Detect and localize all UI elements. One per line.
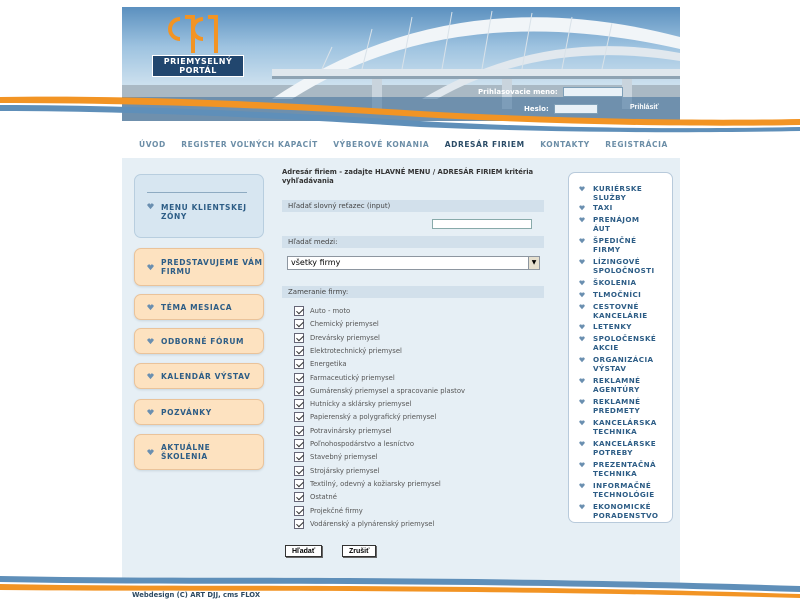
- right-item[interactable]: [579, 279, 657, 288]
- heart-bullet-icon: [579, 238, 585, 244]
- left-item-label: PREDSTAVUJEME VÁM FIRMU: [161, 258, 263, 276]
- category-checkbox[interactable]: [294, 452, 304, 462]
- right-item-label: KURIÉRSKE SLUŽBY: [593, 184, 643, 202]
- right-item[interactable]: [579, 461, 665, 478]
- heart-bullet-icon: [147, 409, 154, 416]
- main-panel: [122, 158, 680, 583]
- right-item[interactable]: [579, 503, 665, 520]
- nav-register[interactable]: REGISTER VOĽNÝCH KAPACÍT: [181, 139, 318, 149]
- category-label: Ostatné: [310, 493, 337, 502]
- heart-bullet-icon: [579, 280, 585, 286]
- heart-bullet-icon: [147, 373, 154, 380]
- among-label: Hľadať medzi:: [282, 236, 544, 248]
- header-swoosh: [0, 95, 800, 135]
- nav-registracia[interactable]: REGISTRÁCIA: [605, 139, 668, 149]
- client-zone-button[interactable]: [134, 174, 264, 238]
- heart-bullet-icon: [147, 449, 154, 456]
- right-item[interactable]: [579, 258, 663, 275]
- category-checkbox[interactable]: [294, 439, 304, 449]
- heart-bullet-icon: [579, 336, 585, 342]
- right-item-label: LÍZINGOVÉ SPOLOČNOSTI: [593, 257, 655, 275]
- right-item-label: SPOLOČENSKÉ AKCIE: [593, 334, 657, 352]
- left-item-odborne-forum[interactable]: [134, 328, 264, 354]
- category-row: [294, 359, 347, 369]
- category-checkbox[interactable]: [294, 346, 304, 356]
- category-row: [294, 519, 434, 529]
- category-row: [294, 426, 392, 436]
- right-item-label: ŠPEDIČNÉ FIRMY: [593, 236, 637, 254]
- left-item-label: ODBORNÉ FÓRUM: [161, 336, 245, 346]
- right-item-label: LETENKY: [593, 322, 632, 331]
- heart-bullet-icon: [579, 378, 585, 384]
- right-item-label: PRENÁJOM ÁUT: [593, 215, 640, 233]
- right-menu: [568, 172, 673, 523]
- heart-bullet-icon: [579, 357, 585, 363]
- right-item-label: INFORMAČNÉ TECHNOLÓGIE: [593, 481, 655, 499]
- right-item-label: CESTOVNÉ KANCELÁRIE: [593, 302, 648, 320]
- category-row: [294, 466, 379, 476]
- main-nav: [122, 134, 680, 154]
- category-checkbox[interactable]: [294, 519, 304, 529]
- category-label: Energetika: [310, 360, 347, 369]
- right-item-label: ŠKOLENIA: [593, 278, 637, 287]
- category-checkbox[interactable]: [294, 412, 304, 422]
- heart-bullet-icon: [579, 504, 585, 510]
- client-zone-label: MENU KLIENTSKEJ ZÓNY: [161, 202, 247, 221]
- right-item[interactable]: [579, 303, 659, 320]
- category-checkbox[interactable]: [294, 319, 304, 329]
- category-row: [294, 373, 395, 383]
- left-item-kalendar-vystav[interactable]: [134, 363, 264, 389]
- heart-bullet-icon: [579, 441, 585, 447]
- left-item-label: AKTUÁLNE ŠKOLENIA: [161, 443, 211, 461]
- category-checkbox[interactable]: [294, 479, 304, 489]
- heart-bullet-icon: [147, 304, 154, 311]
- right-item-label: REKLAMNÉ AGENTÚRY: [593, 376, 641, 394]
- category-checkbox[interactable]: [294, 359, 304, 369]
- category-label: Gumárenský priemysel a spracovanie plastov: [310, 386, 466, 395]
- category-label: Strojársky priemysel: [310, 466, 380, 475]
- category-label: Projekčné firmy: [310, 506, 363, 515]
- category-checkbox[interactable]: [294, 333, 304, 343]
- category-checkbox[interactable]: [294, 506, 304, 516]
- category-checkbox[interactable]: [294, 492, 304, 502]
- category-label: Hutnícky a sklársky priemysel: [310, 400, 412, 409]
- heart-bullet-icon: [579, 420, 585, 426]
- heart-bullet-icon: [147, 338, 154, 345]
- footer-credit: Webdesign (C) ART DJJ, cms FLOX: [132, 591, 261, 599]
- right-item[interactable]: [579, 335, 665, 352]
- right-item[interactable]: [579, 185, 657, 202]
- nav-kontakty[interactable]: KONTAKTY: [540, 139, 590, 149]
- heart-bullet-icon: [579, 399, 585, 405]
- right-item[interactable]: [579, 356, 663, 373]
- category-checkbox[interactable]: [294, 426, 304, 436]
- category-checkbox[interactable]: [294, 399, 304, 409]
- heart-bullet-icon: [579, 292, 585, 298]
- right-item-label: REKLAMNÉ PREDMETY: [593, 397, 641, 415]
- left-item-label: POZVÁNKY: [161, 407, 212, 417]
- search-button[interactable]: Hľadať: [285, 545, 322, 557]
- right-item-label: ORGANIZÁCIA VÝSTAV: [593, 355, 654, 373]
- category-checkbox[interactable]: [294, 306, 304, 316]
- category-label: Chemický priemysel: [310, 320, 379, 329]
- category-row: [294, 399, 411, 409]
- logo-text: PRIEMYSELNÝ PORTÁL: [152, 55, 244, 77]
- footer-swoosh: [0, 570, 800, 602]
- heart-bullet-icon: [147, 203, 154, 210]
- search-label: Hľadať slovný reťazec (input): [282, 200, 544, 212]
- category-row: [294, 333, 380, 343]
- dropdown-arrow-icon: ▼: [528, 257, 539, 269]
- category-label: Papierenský a polygrafický priemysel: [310, 413, 437, 422]
- right-item-label: TLMOČNÍCI: [593, 290, 642, 299]
- login-label: Prihlasovacie meno:: [478, 88, 558, 96]
- category-row: [294, 452, 378, 462]
- right-item-label: KANCELÁRSKA TECHNIKA: [593, 418, 657, 436]
- category-label: Vodárenský a plynárenský priemysel: [310, 519, 435, 528]
- right-item-label: KANCELÁRSKE POTREBY: [593, 439, 657, 457]
- heart-bullet-icon: [579, 217, 585, 223]
- heart-bullet-icon: [579, 324, 585, 330]
- focus-label: Zameranie firmy:: [282, 286, 544, 298]
- right-item[interactable]: [579, 440, 665, 457]
- category-label: Drevársky priemysel: [310, 333, 380, 342]
- among-select[interactable]: [287, 256, 540, 270]
- among-select-value: všetky firmy: [291, 258, 341, 267]
- right-item[interactable]: [579, 323, 657, 332]
- category-checkbox[interactable]: [294, 386, 304, 396]
- heart-bullet-icon: [579, 304, 585, 310]
- heart-bullet-icon: [579, 186, 585, 192]
- category-label: Stavebný priemysel: [310, 453, 378, 462]
- search-input[interactable]: [432, 219, 532, 229]
- category-row: [294, 319, 379, 329]
- heart-bullet-icon: [579, 259, 585, 265]
- category-row: [294, 346, 402, 356]
- right-item[interactable]: [579, 398, 657, 415]
- category-label: Auto - moto: [310, 307, 351, 315]
- left-item-pozvanky[interactable]: [134, 399, 264, 425]
- category-checkbox[interactable]: [294, 373, 304, 383]
- category-row: [294, 306, 350, 316]
- category-label: Potravinársky priemysel: [310, 426, 392, 435]
- category-label: Textilný, odevný a kožiarsky priemysel: [310, 479, 441, 488]
- right-item-label: EKONOMICKÉ PORADENSTVO: [593, 502, 659, 520]
- heart-bullet-icon: [579, 462, 585, 468]
- category-row: [294, 492, 337, 502]
- left-item-predstavujeme[interactable]: [134, 248, 264, 286]
- left-item-tema-mesiaca[interactable]: [134, 294, 264, 320]
- category-label: Elektrotechnický priemysel: [310, 346, 402, 355]
- password-label: Heslo:: [524, 105, 549, 113]
- category-checkbox[interactable]: [294, 466, 304, 476]
- right-item[interactable]: [579, 291, 657, 300]
- nav-uvod[interactable]: ÚVOD: [139, 139, 166, 149]
- cancel-button[interactable]: Zrušiť: [342, 545, 376, 557]
- right-item-label: PREZENTAČNÁ TECHNIKA: [593, 460, 657, 478]
- category-row: [294, 386, 465, 396]
- nav-vyberove-konania[interactable]: VÝBEROVÉ KONANIA: [333, 139, 430, 149]
- left-item-label: TÉMA MESIACA: [161, 302, 233, 312]
- right-item[interactable]: [579, 204, 657, 213]
- right-item-label: TAXI: [593, 203, 613, 212]
- category-row: [294, 479, 441, 489]
- search-form: [282, 168, 544, 555]
- category-label: Poľnohospodárstvo a lesníctvo: [310, 440, 415, 448]
- breadcrumb: Adresár firiem - zadajte HLAVNÉ MENU / ADRESÁR FIRIEM kritéria vyhľadávania: [282, 168, 534, 185]
- category-row: [294, 506, 363, 516]
- category-row: [294, 439, 414, 449]
- nav-adresar-firiem[interactable]: ADRESÁR FIRIEM: [444, 139, 525, 149]
- category-label: Farmaceutický priemysel: [310, 373, 395, 382]
- divider: [147, 192, 247, 193]
- right-item[interactable]: [579, 237, 657, 254]
- category-row: [294, 412, 436, 422]
- right-item[interactable]: [579, 482, 665, 499]
- heart-bullet-icon: [579, 205, 585, 211]
- left-item-aktualne-skolenia[interactable]: [134, 434, 264, 470]
- login-button[interactable]: Prihlásiť: [630, 104, 659, 111]
- left-item-label: KALENDÁR VÝSTAV: [161, 371, 251, 381]
- right-item[interactable]: [579, 216, 657, 233]
- heart-bullet-icon: [147, 264, 154, 271]
- right-item[interactable]: [579, 419, 665, 436]
- right-item[interactable]: [579, 377, 657, 394]
- heart-bullet-icon: [579, 483, 585, 489]
